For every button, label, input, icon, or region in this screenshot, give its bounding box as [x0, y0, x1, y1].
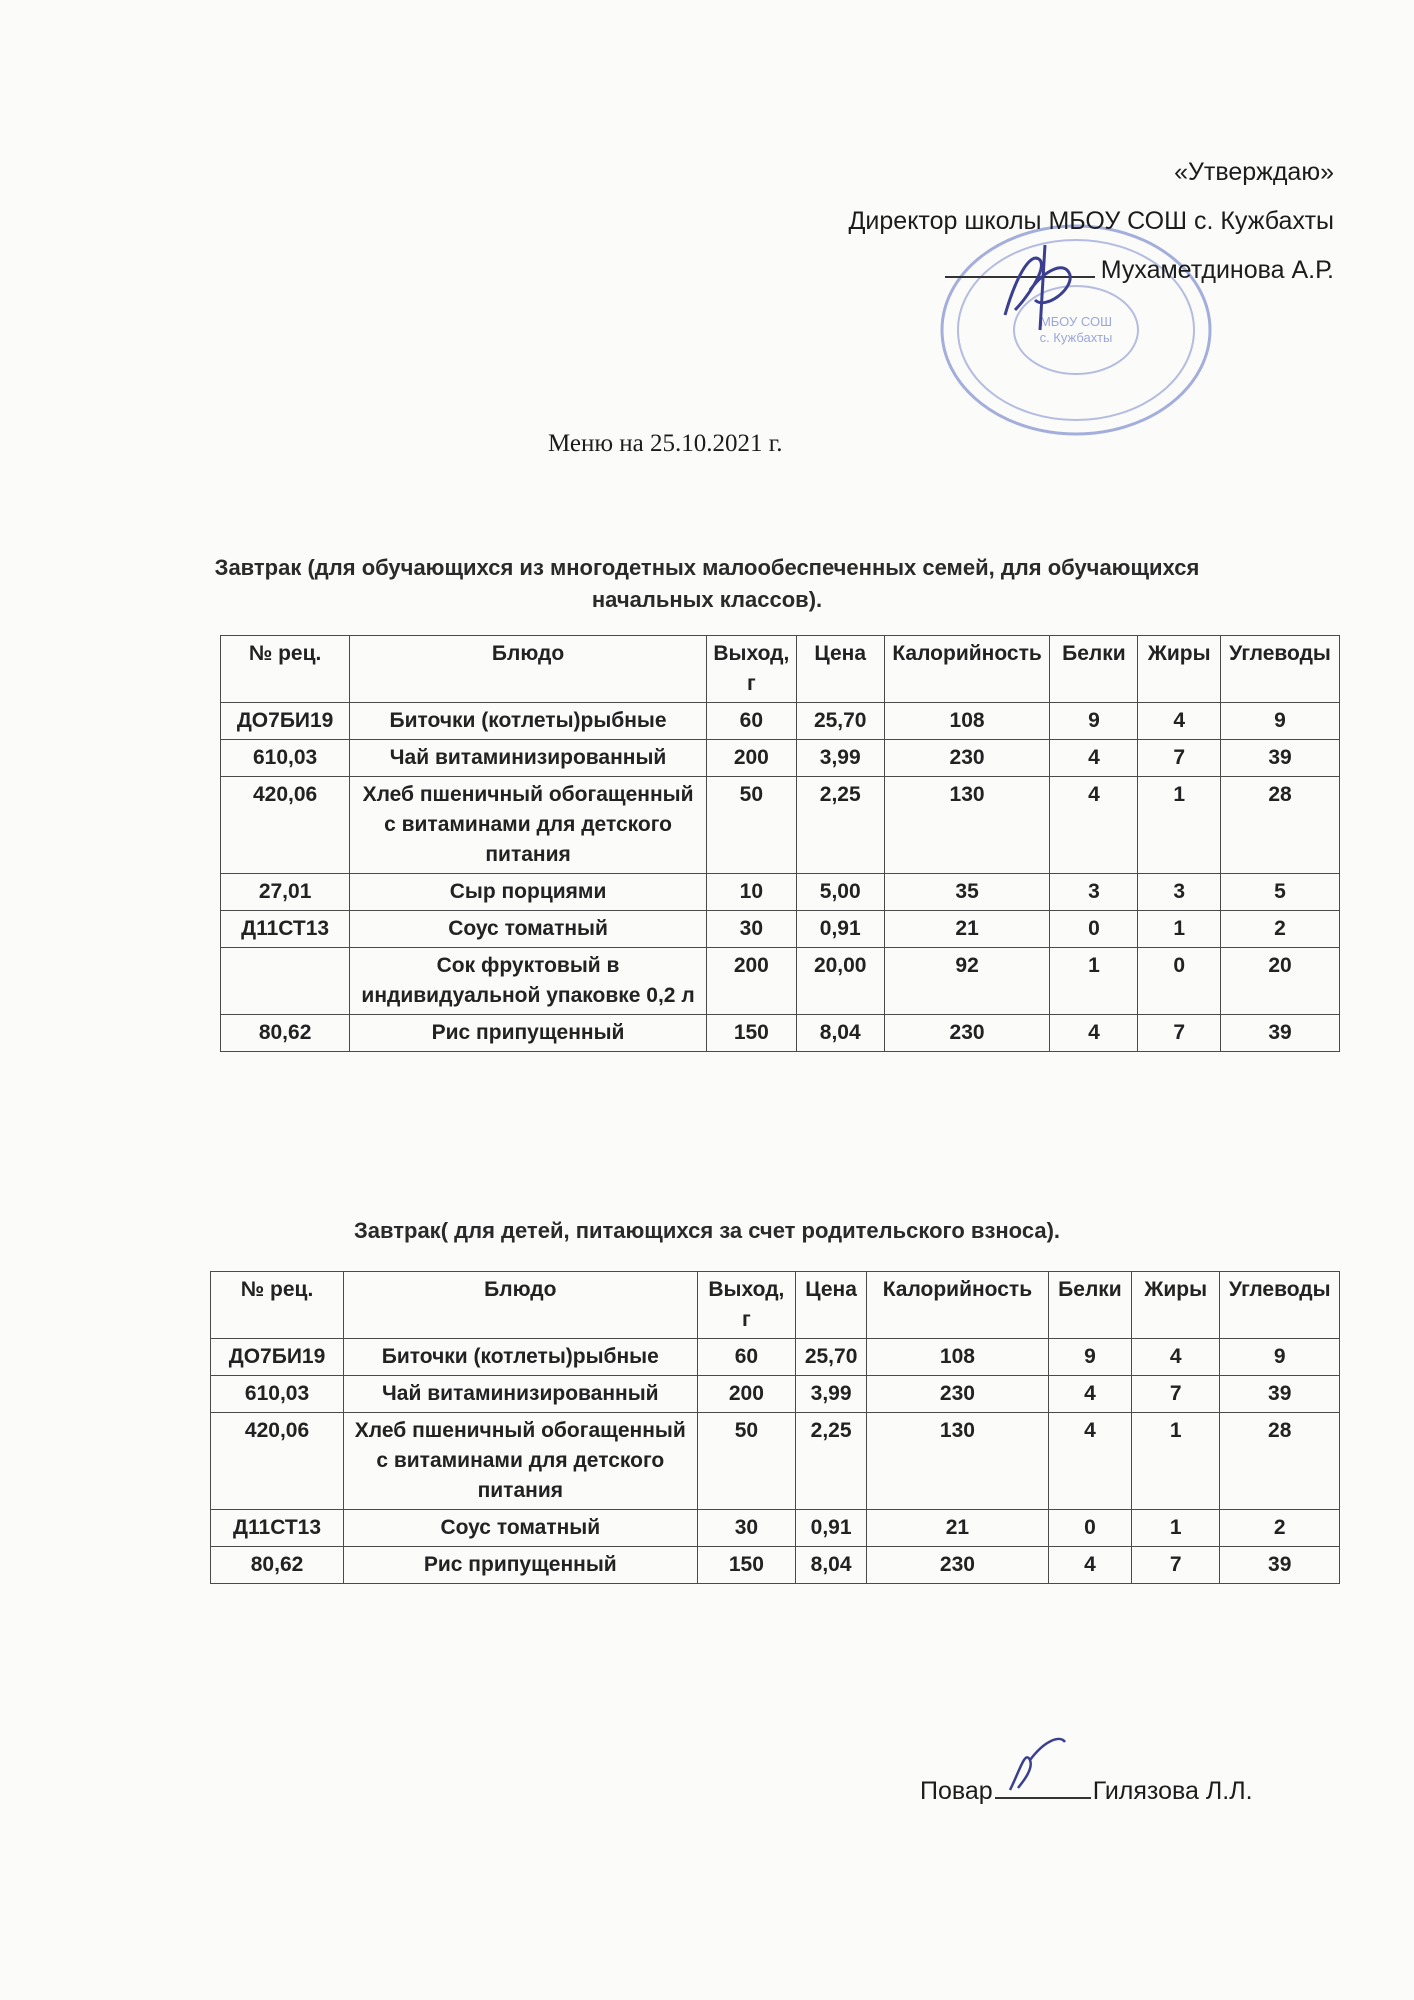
- column-header: Белки: [1048, 1272, 1131, 1339]
- value-cell: 28: [1220, 1413, 1340, 1510]
- table-row: [211, 1413, 1340, 1510]
- value-cell: 25,70: [796, 703, 884, 740]
- value-cell: 30: [706, 911, 796, 948]
- table-row: [221, 948, 1340, 1015]
- value-cell: 39: [1220, 1376, 1340, 1413]
- value-cell: 5,00: [796, 874, 884, 911]
- value-cell: 7: [1132, 1376, 1220, 1413]
- cook-signature-block: [920, 1777, 1253, 1806]
- value-cell: 8,04: [796, 1015, 884, 1052]
- value-cell: 9: [1050, 703, 1138, 740]
- column-header: № рец.: [211, 1272, 344, 1339]
- value-cell: 3,99: [796, 740, 884, 777]
- section1-title-line1: Завтрак (для обучающихся из многодетных малообеспеченных семей, для обучающихся: [214, 555, 1200, 580]
- column-header: Выход, г: [706, 636, 796, 703]
- value-cell: 9: [1048, 1339, 1131, 1376]
- value-cell: 5: [1221, 874, 1340, 911]
- value-cell: 7: [1132, 1547, 1220, 1584]
- column-header: Калорийность: [884, 636, 1050, 703]
- approval-heading: «Утверждаю»: [1174, 158, 1334, 186]
- value-cell: 10: [706, 874, 796, 911]
- column-header: Блюдо: [344, 1272, 697, 1339]
- value-cell: 0: [1050, 911, 1138, 948]
- recipe-number-cell: Д11СТ13: [221, 911, 350, 948]
- column-header: Жиры: [1138, 636, 1221, 703]
- value-cell: 20,00: [796, 948, 884, 1015]
- table-row: [221, 740, 1340, 777]
- column-header: Углеводы: [1220, 1272, 1340, 1339]
- table-row: [211, 1376, 1340, 1413]
- value-cell: 39: [1220, 1547, 1340, 1584]
- value-cell: 4: [1048, 1413, 1131, 1510]
- recipe-number-cell: 27,01: [221, 874, 350, 911]
- dish-cell: Рис припущенный: [344, 1547, 697, 1584]
- dish-cell: Соус томатный: [344, 1510, 697, 1547]
- menu-title: Меню на 25.10.2021 г.: [548, 430, 783, 457]
- column-header: Белки: [1050, 636, 1138, 703]
- dish-cell: Хлеб пшеничный обогащенный с витаминами для детского питания: [350, 777, 707, 874]
- column-header: Цена: [796, 1272, 867, 1339]
- value-cell: 60: [697, 1339, 796, 1376]
- value-cell: 200: [697, 1376, 796, 1413]
- value-cell: 92: [884, 948, 1050, 1015]
- value-cell: 200: [706, 740, 796, 777]
- table-row: [221, 911, 1340, 948]
- value-cell: 3,99: [796, 1376, 867, 1413]
- table-row: [211, 1339, 1340, 1376]
- dish-cell: Сыр порциями: [350, 874, 707, 911]
- table-row: [211, 1547, 1340, 1584]
- menu-table-1: [220, 635, 1340, 1052]
- value-cell: 4: [1048, 1376, 1131, 1413]
- value-cell: 1: [1138, 777, 1221, 874]
- approval-signature-line: [849, 258, 1335, 307]
- value-cell: 4: [1050, 740, 1138, 777]
- value-cell: 230: [866, 1547, 1048, 1584]
- value-cell: 50: [706, 777, 796, 874]
- value-cell: 108: [884, 703, 1050, 740]
- section2-title: Завтрак( для детей, питающихся за счет родительского взноса).: [353, 1218, 1061, 1243]
- recipe-number-cell: [221, 948, 350, 1015]
- dish-cell: Биточки (котлеты)рыбные: [344, 1339, 697, 1376]
- value-cell: 25,70: [796, 1339, 867, 1376]
- value-cell: 2: [1221, 911, 1340, 948]
- value-cell: 20: [1221, 948, 1340, 1015]
- value-cell: 21: [866, 1510, 1048, 1547]
- value-cell: 39: [1221, 740, 1340, 777]
- dish-cell: Чай витаминизированный: [344, 1376, 697, 1413]
- value-cell: 150: [706, 1015, 796, 1052]
- value-cell: 28: [1221, 777, 1340, 874]
- recipe-number-cell: 80,62: [211, 1547, 344, 1584]
- value-cell: 3: [1138, 874, 1221, 911]
- value-cell: 3: [1050, 874, 1138, 911]
- value-cell: 2,25: [796, 1413, 867, 1510]
- value-cell: 2,25: [796, 777, 884, 874]
- cook-label: Повар: [920, 1777, 993, 1805]
- recipe-number-cell: 420,06: [211, 1413, 344, 1510]
- dish-cell: Биточки (котлеты)рыбные: [350, 703, 707, 740]
- table-row: [221, 1015, 1340, 1052]
- value-cell: 39: [1221, 1015, 1340, 1052]
- svg-text:с. Кужбахты: с. Кужбахты: [1039, 330, 1113, 345]
- value-cell: 0: [1138, 948, 1221, 1015]
- value-cell: 9: [1220, 1339, 1340, 1376]
- cook-name: Гилязова Л.Л.: [1092, 1777, 1253, 1805]
- value-cell: 4: [1138, 703, 1221, 740]
- director-signature-icon: [985, 240, 1080, 335]
- approval-block: [849, 160, 1335, 307]
- value-cell: 0,91: [796, 911, 884, 948]
- value-cell: 4: [1050, 1015, 1138, 1052]
- signature-underline: [995, 1797, 1091, 1799]
- column-header: Углеводы: [1221, 636, 1340, 703]
- value-cell: 50: [697, 1413, 796, 1510]
- value-cell: 1: [1132, 1510, 1220, 1547]
- column-header: № рец.: [221, 636, 350, 703]
- value-cell: 2: [1220, 1510, 1340, 1547]
- value-cell: 4: [1132, 1339, 1220, 1376]
- value-cell: 108: [866, 1339, 1048, 1376]
- value-cell: 0: [1048, 1510, 1131, 1547]
- recipe-number-cell: ДО7БИ19: [221, 703, 350, 740]
- dish-cell: Чай витаминизированный: [350, 740, 707, 777]
- column-header: Блюдо: [350, 636, 707, 703]
- column-header: Жиры: [1132, 1272, 1220, 1339]
- value-cell: 21: [884, 911, 1050, 948]
- dish-cell: Сок фруктовый в индивидуальной упаковке 0,2 л: [350, 948, 707, 1015]
- value-cell: 4: [1048, 1547, 1131, 1584]
- value-cell: 1: [1138, 911, 1221, 948]
- table-row: [221, 703, 1340, 740]
- dish-cell: Рис припущенный: [350, 1015, 707, 1052]
- value-cell: 0,91: [796, 1510, 867, 1547]
- svg-text:МБОУ СОШ: МБОУ СОШ: [1039, 314, 1113, 329]
- value-cell: 1: [1132, 1413, 1220, 1510]
- table-header-row: [211, 1272, 1340, 1339]
- value-cell: 9: [1221, 703, 1340, 740]
- menu-table-2: [210, 1271, 1340, 1584]
- value-cell: 150: [697, 1547, 796, 1584]
- section1-title-line2: начальных классов).: [591, 587, 823, 612]
- recipe-number-cell: 610,03: [211, 1376, 344, 1413]
- recipe-number-cell: Д11СТ13: [211, 1510, 344, 1547]
- value-cell: 130: [866, 1413, 1048, 1510]
- approval-position: Директор школы МБОУ СОШ с. Кужбахты: [848, 207, 1334, 235]
- section1-title: [0, 552, 1414, 616]
- dish-cell: Хлеб пшеничный обогащенный с витаминами для детского питания: [344, 1413, 697, 1510]
- recipe-number-cell: 80,62: [221, 1015, 350, 1052]
- table-row: [221, 777, 1340, 874]
- recipe-number-cell: 420,06: [221, 777, 350, 874]
- value-cell: 7: [1138, 740, 1221, 777]
- value-cell: 1: [1050, 948, 1138, 1015]
- value-cell: 130: [884, 777, 1050, 874]
- value-cell: 4: [1050, 777, 1138, 874]
- director-name: Мухаметдинова А.Р.: [1100, 256, 1334, 284]
- value-cell: 7: [1138, 1015, 1221, 1052]
- table-row: [221, 874, 1340, 911]
- recipe-number-cell: ДО7БИ19: [211, 1339, 344, 1376]
- value-cell: 230: [884, 1015, 1050, 1052]
- table-row: [211, 1510, 1340, 1547]
- value-cell: 230: [884, 740, 1050, 777]
- recipe-number-cell: 610,03: [221, 740, 350, 777]
- value-cell: 200: [706, 948, 796, 1015]
- value-cell: 60: [706, 703, 796, 740]
- column-header: Калорийность: [866, 1272, 1048, 1339]
- value-cell: 8,04: [796, 1547, 867, 1584]
- dish-cell: Соус томатный: [350, 911, 707, 948]
- value-cell: 30: [697, 1510, 796, 1547]
- value-cell: 35: [884, 874, 1050, 911]
- table-header-row: [221, 636, 1340, 703]
- column-header: Выход, г: [697, 1272, 796, 1339]
- value-cell: 230: [866, 1376, 1048, 1413]
- column-header: Цена: [796, 636, 884, 703]
